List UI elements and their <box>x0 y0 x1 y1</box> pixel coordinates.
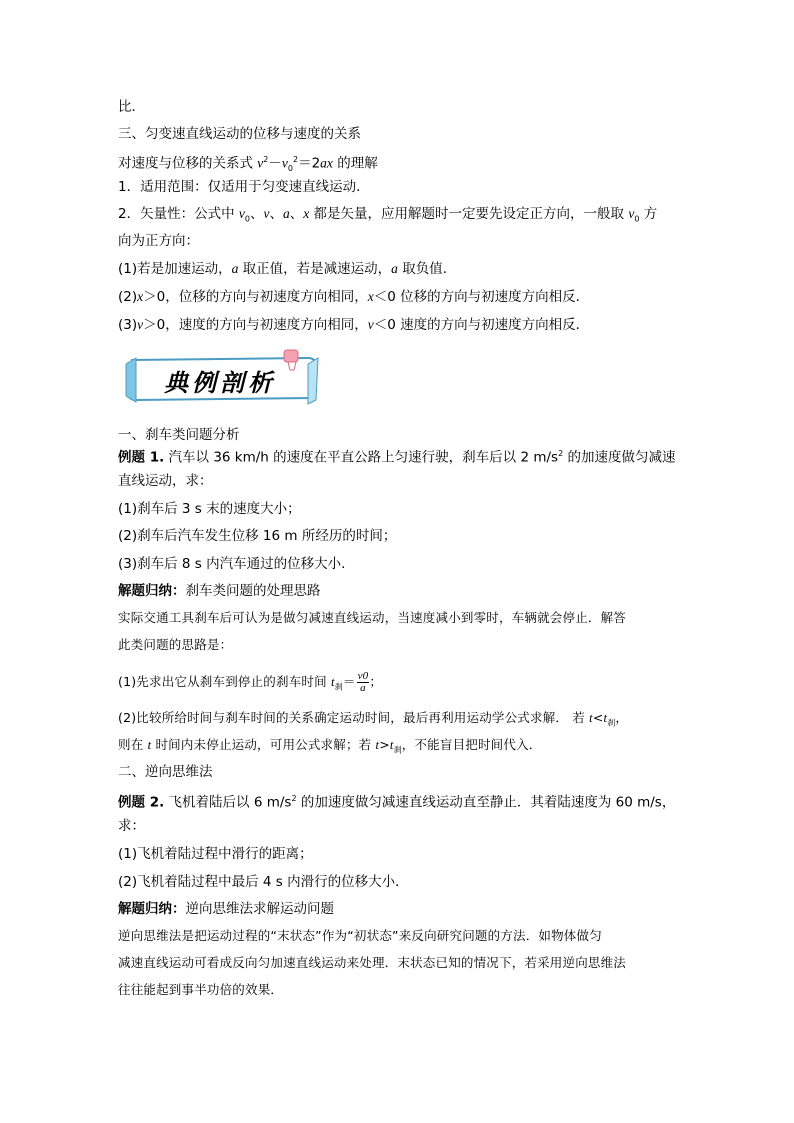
text-line: 1．适用范围：仅适用于匀变速直线运动． <box>118 179 370 195</box>
text-line: 直线运动，求： <box>118 473 213 489</box>
text-line: (2)飞机着陆过程中最后 4 s 内滑行的位移大小． <box>118 874 409 890</box>
text-line: (2)刹车后汽车发生位移 16 m 所经历的时间； <box>118 528 397 544</box>
text-line: 逆向思维法是把运动过程的“末状态”作为“初状态”来反向研究问题的方法．如物体做匀 <box>118 928 602 943</box>
banner-title: 典例剖析 <box>164 368 276 397</box>
text-line: 减速直线运动可看成反向匀加速直线运动来处理．末状态已知的情况下，若采用逆向思维法 <box>118 955 627 970</box>
fraction: $\frac{v0}{a}$ <box>357 670 369 694</box>
text-line: (1)飞机着陆过程中滑行的距离； <box>118 846 313 862</box>
text-line: (1)先求出它从刹车到停止的刹车时间 $t_刹=$ $\frac{v0}{a}$ ； <box>118 670 383 694</box>
text-line: 向为正方向： <box>118 233 199 249</box>
section-banner <box>122 348 322 408</box>
text-line: 往往能起到事半功倍的效果． <box>118 982 284 997</box>
text-line: (3)刹车后 8 s 内汽车通过的位移大小． <box>118 556 355 572</box>
text-line: 求： <box>118 818 145 834</box>
section-heading: 二、逆向思维法 <box>118 764 213 780</box>
example-question: 例题 2. 飞机着陆后以 6 $m/s^2$ 的加速度做匀减速直线运动直至静止．其着陆速度为 60 m/s， <box>118 794 676 811</box>
text-line: 2．矢量性：公式中 $v_0$、v、a、x 都是矢量，应用解题时一定要先设定正方向，一般取 $v_0$ 方 <box>118 206 658 224</box>
text-line: (1)若是加速运动，a 取正值，若是减速运动，a 取负值． <box>118 261 457 277</box>
text-line: 比． <box>118 99 145 115</box>
text-line: (2)比较所给时间与刹车时间的关系确定运动时间，最后再利用运动学公式求解． 若 $t<t_刹$， <box>118 710 629 728</box>
section-heading: 三、匀变速直线运动的位移与速度的关系 <box>118 126 361 142</box>
text-line: (2)x＞0，位移的方向与初速度方向相同，x＜0 位移的方向与初速度方向相反． <box>118 289 590 305</box>
text-line: 对速度与位移的关系式 $v^2-v_0^2=2ax$ 的理解 <box>118 155 378 174</box>
summary-heading: 解题归纳：刹车类问题的处理思路 <box>118 583 321 599</box>
text-line: (1)刹车后 3 s 末的速度大小； <box>118 501 301 517</box>
summary-heading: 解题归纳：逆向思维法求解运动问题 <box>118 901 334 917</box>
text-line: (3)v＞0，速度的方向与初速度方向相同，v＜0 速度的方向与初速度方向相反． <box>118 317 590 333</box>
text-line: 则在 t 时间内未停止运动，可用公式求解；若 $t>t_刹$，不能盲目把时间代入． <box>118 737 542 755</box>
text-line: 实际交通工具刹车后可认为是做匀减速直线运动，当速度减小到零时，车辆就会停止．解答 <box>118 610 627 625</box>
section-heading: 一、刹车类问题分析 <box>118 427 240 443</box>
text-line: 此类问题的思路是： <box>118 637 233 652</box>
example-question: 例题 1. 汽车以 36 km/h 的速度在平直公路上匀速行驶，刹车后以 2 $m/s^2$ 的加速度做匀减速 <box>118 449 676 466</box>
